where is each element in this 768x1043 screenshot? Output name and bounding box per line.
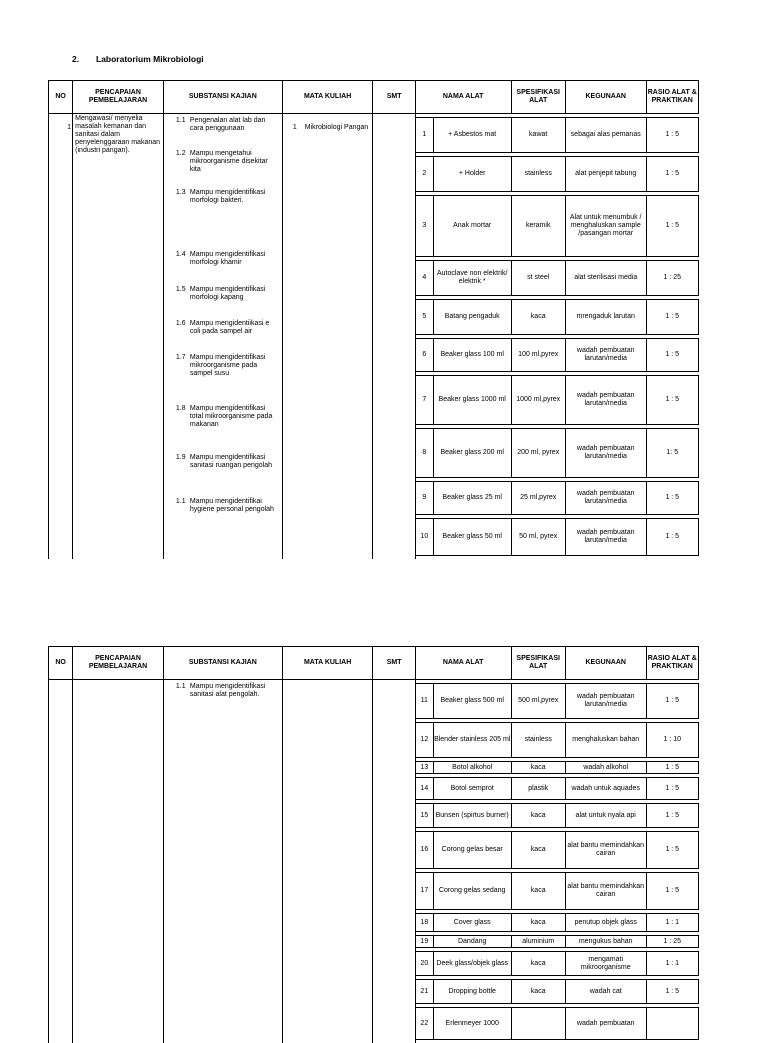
substansi-list (164, 680, 282, 1027)
spesifikasi: 100 ml,pyrex (511, 339, 565, 372)
substansi-item (176, 117, 280, 133)
row-no: 16 (415, 832, 433, 869)
row-no: 13 (415, 762, 433, 774)
spesifikasi: 50 ml, pyrex (511, 519, 565, 556)
row-no: 18 (415, 914, 433, 932)
nama-alat: Beaker glass 50 ml (433, 519, 511, 556)
row-no: 17 (415, 873, 433, 910)
substansi-text: Mampu mengidentifikasi morfologi bakteri. (190, 189, 265, 204)
substansi-no: 1.1 (176, 683, 186, 691)
rasio: 1 : 1 (646, 952, 698, 976)
header-smt: SMT (373, 647, 415, 680)
pencapaian-no: 1 (67, 124, 71, 132)
kegunaan: mengamati mikroorganisme (565, 952, 646, 976)
spesifikasi: 1000 ml,pyrex (511, 376, 565, 425)
kegunaan: alat penjepit tabung (565, 157, 646, 192)
spesifikasi: stainless (511, 723, 565, 758)
spesifikasi: 25 ml,pyrex (511, 482, 565, 515)
rasio: 1 : 5 (646, 778, 698, 800)
substansi-no: 1.2 (176, 150, 186, 158)
substansi-no: 1.9 (176, 454, 186, 462)
kegunaan: alat untuk nyala api (565, 804, 646, 828)
nama-alat: + Holder (433, 157, 511, 192)
row-no: 21 (415, 980, 433, 1004)
spesifikasi: kaca (511, 914, 565, 932)
header-rasio: RASIO ALAT & PRAKTIKAN (646, 647, 698, 680)
mata-kuliah-wrapper (283, 114, 373, 132)
header-substansi: SUBSTANSI KAJIAN (163, 81, 282, 114)
header-mata-kuliah: MATA KULIAH (282, 647, 373, 680)
row-no: 9 (415, 482, 433, 515)
section-title-text: Laboratorium Mikrobiologi (96, 54, 204, 64)
nama-alat: Blender stainless 205 ml (433, 723, 511, 758)
substansi-no: 1.8 (176, 405, 186, 413)
substansi-text: Mampu mengidentiikasi e coli pada sampel air (190, 320, 269, 335)
substansi-text: Mampu mengidentifikasi morfologi khamir (190, 251, 265, 266)
row-no: 20 (415, 952, 433, 976)
nama-alat: Corong gelas sedang (433, 873, 511, 910)
substansi-list (164, 114, 282, 545)
kegunaan: wadah pembuatan larutan/media (565, 376, 646, 425)
nama-alat: Beaker glass 100 ml (433, 339, 511, 372)
nama-alat: Autoclave non elektrik/ elektrik * (433, 261, 511, 296)
substansi-text: Mampu mengidentifikasi mikroorganisme pada sampel susu (190, 354, 265, 377)
rasio: 1 : 5 (646, 980, 698, 1004)
row-no: 1 (415, 118, 433, 153)
spesifikasi: 500 ml,pyrex (511, 684, 565, 719)
rasio: 1 : 5 (646, 300, 698, 335)
substansi-item (176, 286, 280, 302)
substansi-no: 1.1 (176, 498, 186, 506)
nama-alat: Beaker glass 1000 ml (433, 376, 511, 425)
spesifikasi: st steel (511, 261, 565, 296)
row-no: 2 (415, 157, 433, 192)
nama-alat: Erlenmeyer 1000 (433, 1008, 511, 1040)
kegunaan: penutup objek glass (565, 914, 646, 932)
pencapaian-cell (73, 680, 164, 1043)
header-spesifikasi: SPESIFIKASI ALAT (511, 81, 565, 114)
rasio: 1 : 5 (646, 873, 698, 910)
row-no: 19 (415, 936, 433, 948)
spesifikasi: kaca (511, 762, 565, 774)
nama-alat: Dropping bottle (433, 980, 511, 1004)
spesifikasi: kaca (511, 873, 565, 910)
rasio: 1 : 25 (646, 936, 698, 948)
table-header-row (49, 647, 699, 680)
substansi-no: 1.7 (176, 354, 186, 362)
kegunaan: Alat untuk menumbuk / menghaluskan sample /pasangan mortar (565, 196, 646, 257)
spesifikasi: aluminium (511, 936, 565, 948)
substansi-item (176, 405, 280, 429)
header-no: NO (49, 81, 73, 114)
substansi-item (176, 150, 280, 174)
substansi-item (176, 189, 280, 205)
equipment-table-1 (48, 80, 699, 559)
nama-alat: Anak mortar (433, 196, 511, 257)
substansi-item (176, 251, 280, 267)
header-pencapaian: PENCAPAIAN PEMBELAJARAN (73, 81, 164, 114)
pencapaian-cell (73, 114, 164, 560)
nama-alat: Beaker glass 500 ml (433, 684, 511, 719)
kegunaan: sebagai alas pemanas (565, 118, 646, 153)
row-no: 14 (415, 778, 433, 800)
header-smt: SMT (373, 81, 415, 114)
header-mata-kuliah: MATA KULIAH (282, 81, 373, 114)
substansi-no: 1.1 (176, 117, 186, 125)
kegunaan: wadah cat (565, 980, 646, 1004)
spesifikasi: kaca (511, 300, 565, 335)
nama-alat: Deek glass/objek glass (433, 952, 511, 976)
equipment-table-2 (48, 646, 699, 1043)
smt-cell (373, 680, 415, 1043)
substansi-text: Pengenalan alat lab dan cara penggunaan (190, 117, 266, 132)
substansi-text: Mampu mengidentifikasi total mikroorganisme pada makanan (190, 405, 273, 428)
rasio: 1 : 10 (646, 723, 698, 758)
row-no: 8 (415, 429, 433, 478)
kegunaan: alat bantu memindahkan cairan (565, 832, 646, 869)
row-no: 12 (415, 723, 433, 758)
substansi-item (176, 354, 280, 378)
row-no: 3 (415, 196, 433, 257)
row-no: 22 (415, 1008, 433, 1040)
rasio: 1 : 5 (646, 157, 698, 192)
mata-kuliah-cell (282, 114, 373, 560)
substansi-cell (163, 114, 282, 560)
substansi-text: Mampu mengidentifikasi sanitasi ruangan pengolah (190, 454, 272, 469)
substansi-text: Mampu mengidentifikai hygiene personal pengolah (190, 498, 274, 513)
spesifikasi: kaca (511, 832, 565, 869)
rasio: 1: 5 (646, 429, 698, 478)
substansi-item (176, 498, 280, 514)
kegunaan: wadah pembuatan larutan/media (565, 339, 646, 372)
rasio: 1 : 5 (646, 376, 698, 425)
header-rasio: RASIO ALAT & PRAKTIKAN (646, 81, 698, 114)
substansi-cell (163, 680, 282, 1043)
kegunaan: wadah pembuatan (565, 1008, 646, 1040)
row-no: 6 (415, 339, 433, 372)
row-no: 10 (415, 519, 433, 556)
substansi-text: Mampu mengidentifikasi sanitasi alat pengolah. (190, 683, 265, 698)
kegunaan: mrengaduk larutan (565, 300, 646, 335)
gap-cell (415, 1040, 698, 1043)
kegunaan: wadah untuk aquades (565, 778, 646, 800)
spesifikasi: kaca (511, 980, 565, 1004)
substansi-item (176, 320, 280, 336)
table-header-row (49, 81, 699, 114)
substansi-item (176, 683, 280, 699)
header-kegunaan: KEGUNAAN (565, 81, 646, 114)
rasio: 1 : 1 (646, 914, 698, 932)
rasio: 1 : 25 (646, 261, 698, 296)
substansi-no: 1.6 (176, 320, 186, 328)
rasio: 1 : 5 (646, 762, 698, 774)
section-title (72, 54, 204, 64)
spesifikasi: 200 ml, pyrex (511, 429, 565, 478)
substansi-no: 1.5 (176, 286, 186, 294)
kegunaan: menghaluskan bahan (565, 723, 646, 758)
substansi-text: Mampu mengidentifikasi morfologi kapang (190, 286, 265, 301)
kegunaan: wadah pembuatan larutan/media (565, 482, 646, 515)
kegunaan: mengukus bahan (565, 936, 646, 948)
mata-kuliah-no: 1 (283, 124, 305, 132)
row-no: 7 (415, 376, 433, 425)
nama-alat: Cover glass (433, 914, 511, 932)
gap-cell (415, 556, 698, 560)
no-cell (49, 114, 73, 560)
header-no: NO (49, 647, 73, 680)
header-pencapaian: PENCAPAIAN PEMBELAJARAN (73, 647, 164, 680)
nama-alat: Beaker glass 200 ml (433, 429, 511, 478)
kegunaan: alat sterilisasi media (565, 261, 646, 296)
spesifikasi: kaca (511, 952, 565, 976)
kegunaan: wadah pembuatan larutan/media (565, 519, 646, 556)
no-cell (49, 680, 73, 1043)
substansi-item (176, 454, 280, 470)
spesifikasi: kaca (511, 804, 565, 828)
mata-kuliah-cell (282, 680, 373, 1043)
rasio: 1 : 5 (646, 684, 698, 719)
substansi-no: 1.3 (176, 189, 186, 197)
kegunaan: wadah pembuatan larutan/media (565, 684, 646, 719)
nama-alat: + Asbestos mat (433, 118, 511, 153)
nama-alat: Beaker glass 25 ml (433, 482, 511, 515)
kegunaan: alat bantu memindahkan cairan (565, 873, 646, 910)
nama-alat: Corong gelas besar (433, 832, 511, 869)
substansi-text: Mampu mengetahui mikroorganisme disekitar kita (190, 150, 268, 173)
pencapaian-wrapper (73, 114, 163, 156)
header-spesifikasi: SPESIFIKASI ALAT (511, 647, 565, 680)
header-substansi: SUBSTANSI KAJIAN (163, 647, 282, 680)
nama-alat: Botol semprot (433, 778, 511, 800)
substansi-no: 1.4 (176, 251, 186, 259)
rasio: 1 : 5 (646, 196, 698, 257)
header-nama-alat: NAMA ALAT (415, 81, 511, 114)
rasio: 1 : 5 (646, 118, 698, 153)
row-no: 15 (415, 804, 433, 828)
rasio: 1 : 5 (646, 804, 698, 828)
nama-alat: Bunsen (spirtus burner) (433, 804, 511, 828)
spesifikasi: keramik (511, 196, 565, 257)
mata-kuliah-text: Mikrobiologi Pangan (305, 124, 368, 132)
pencapaian-text: Mengawasi/ menyelia masalah kemanan dan sanitasi dalam penyelenggaraan makanan (industri pangan). (75, 115, 160, 154)
header-nama-alat: NAMA ALAT (415, 647, 511, 680)
smt-cell (373, 114, 415, 560)
rasio: 1 : 5 (646, 339, 698, 372)
spesifikasi: kawat (511, 118, 565, 153)
section-number: 2. (72, 54, 96, 64)
spesifikasi: stainless (511, 157, 565, 192)
row-no: 4 (415, 261, 433, 296)
kegunaan: wadah pembuatan larutan/media (565, 429, 646, 478)
rasio: 1 : 5 (646, 482, 698, 515)
nama-alat: Botol alkohol (433, 762, 511, 774)
nama-alat: Dandang (433, 936, 511, 948)
header-kegunaan: KEGUNAAN (565, 647, 646, 680)
spesifikasi: plastik (511, 778, 565, 800)
row-no: 5 (415, 300, 433, 335)
rasio: 1 : 5 (646, 519, 698, 556)
rasio: 1 : 5 (646, 832, 698, 869)
kegunaan: wadah alkohol (565, 762, 646, 774)
row-no: 11 (415, 684, 433, 719)
nama-alat: Batang pengaduk (433, 300, 511, 335)
